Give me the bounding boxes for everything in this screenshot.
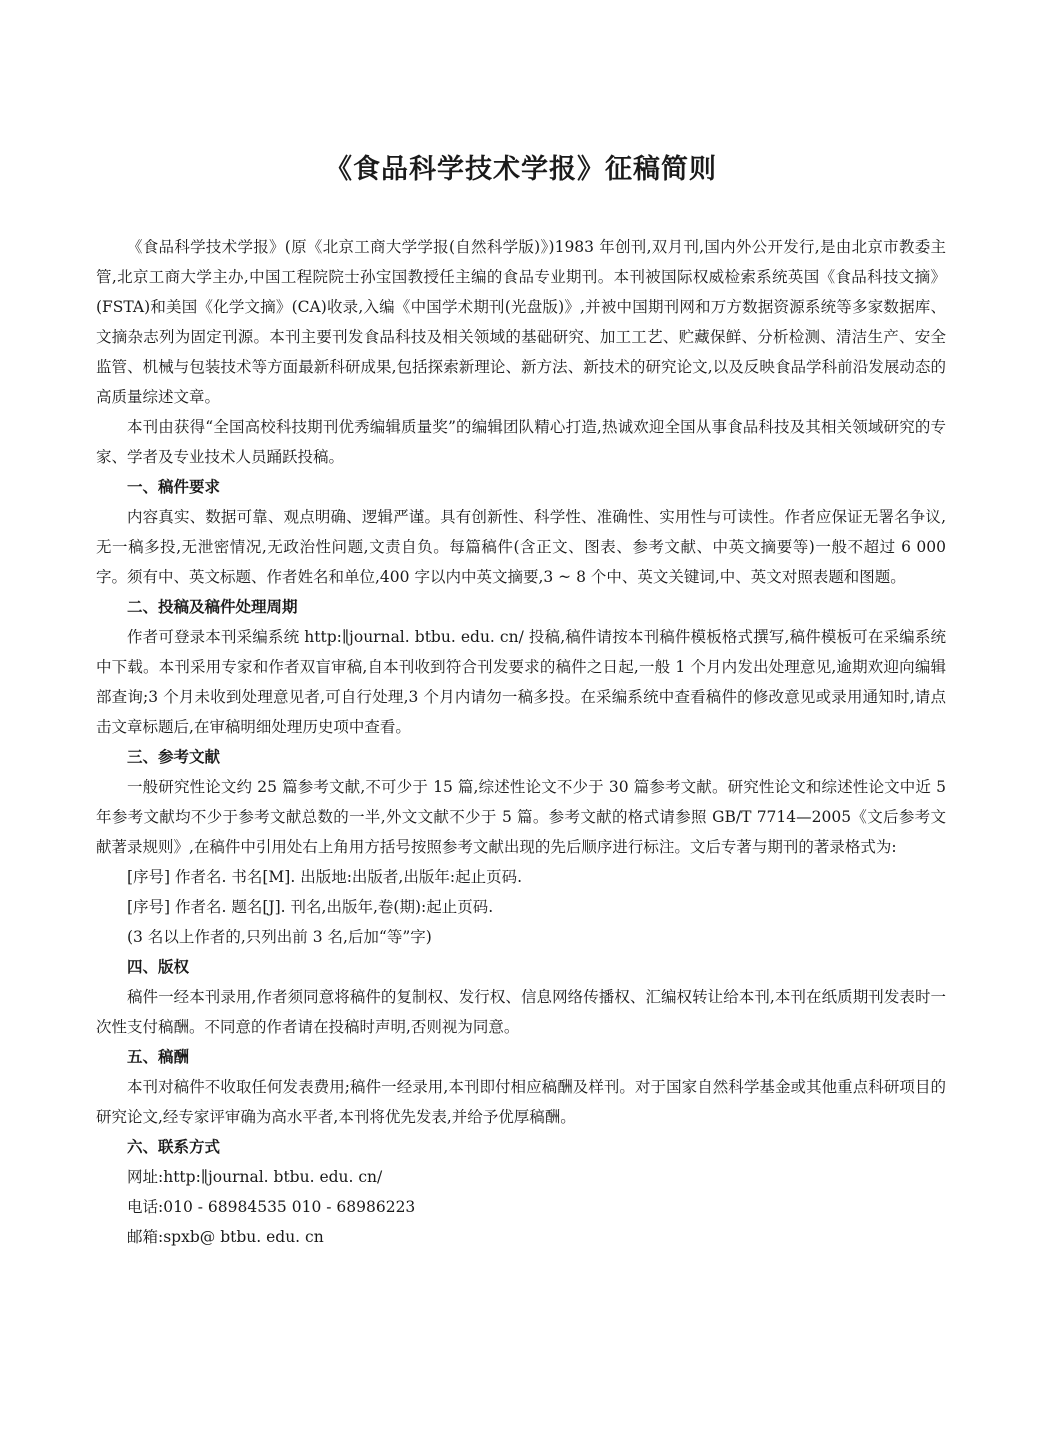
section-submission [96, 592, 946, 742]
contact-email: 邮箱:spxb@ btbu. edu. cn [127, 1228, 324, 1246]
reference-format-line: [序号] 作者名. 题名[J]. 刊名,出版年,卷(期):起止页码. [127, 898, 494, 916]
intro-paragraph: 本刊由获得“全国高校科技期刊优秀编辑质量奖”的编辑团队精心打造,热诚欢迎全国从事食品科技及其相关领域研究的专家、学者及专业技术人员踊跃投稿。 [96, 418, 946, 466]
section-references [96, 742, 946, 952]
section-remuneration [96, 1042, 946, 1132]
section-paragraph: 内容真实、数据可靠、观点明确、逻辑严谨。具有创新性、科学性、准确性、实用性与可读性。作者应保证无署名争议,无一稿多投,无泄密情况,无政治性问题,文责自负。每篇稿件(含正文、图表、参考文献、中英文摘要等)一般不超过 6 000 字。须有中、英文标题、作者姓名和单位,400 字以内中英文摘要,3 ~ 8 个中、英文关键词,中、英文对照表题和图题。 [96, 508, 946, 586]
reference-note-line: (3 名以上作者的,只列出前 3 名,后加“等”字) [127, 928, 432, 946]
section-paragraph: 稿件一经本刊录用,作者须同意将稿件的复制权、发行权、信息网络传播权、汇编权转让给本刊,本刊在纸质期刊发表时一次性支付稿酬。不同意的作者请在投稿时声明,否则视为同意。 [96, 988, 946, 1036]
intro-paragraph: 《食品科学技术学报》(原《北京工商大学学报(自然科学版)》)1983 年创刊,双月刊,国内外公开发行,是由北京市教委主管,北京工商大学主办,中国工程院院士孙宝国教授任主编的食品专业期刊。本刊被国际权威检索系统英国《食品科技文摘》(FSTA)和美国《化学文摘》(CA)收录,入编《中国学术期刊(光盘版)》,并被中国期刊网和万方数据资源系统等多家数据库、文摘杂志列为固定刊源。本刊主要刊发食品科技及相关领域的基础研究、加工工艺、贮藏保鲜、分析检测、清洁生产、安全监管、机械与包装技术等方面最新科研成果,包括探索新理论、新方法、新技术的研究论文,以及反映食品学科前沿发展动态的高质量综述文章。 [96, 238, 946, 406]
section-heading: 二、投稿及稿件处理周期 [127, 598, 298, 616]
section-requirements [96, 472, 946, 592]
section-heading: 四、版权 [127, 958, 190, 976]
section-heading: 三、参考文献 [127, 748, 221, 766]
document-title: 《食品科学技术学报》征稿简则 [325, 154, 717, 185]
contact-phone: 电话:010 - 68984535 010 - 68986223 [127, 1198, 416, 1216]
contact-website: 网址:http:∥journal. btbu. edu. cn/ [127, 1168, 383, 1186]
section-heading: 六、联系方式 [127, 1138, 221, 1156]
section-heading: 五、稿酬 [127, 1048, 190, 1066]
reference-format-line: [序号] 作者名. 书名[M]. 出版地:出版者,出版年:起止页码. [127, 868, 522, 886]
section-copyright [96, 952, 946, 1042]
section-heading: 一、稿件要求 [127, 478, 221, 496]
section-paragraph: 本刊对稿件不收取任何发表费用;稿件一经录用,本刊即付相应稿酬及样刊。对于国家自然科学基金或其他重点科研项目的研究论文,经专家评审确为高水平者,本刊将优先发表,并给予优厚稿酬。 [96, 1078, 946, 1126]
section-contact [96, 1132, 946, 1252]
section-paragraph: 作者可登录本刊采编系统 http:∥journal. btbu. edu. cn/ 投稿,稿件请按本刊稿件模板格式撰写,稿件模板可在采编系统中下载。本刊采用专家和作者双盲审稿,自本刊收到符合刊发要求的稿件之日起,一般 1 个月内发出处理意见,逾期欢迎向编辑部查询;3 个月未收到处理意见者,可自行处理,3 个月内请勿一稿多投。在采编系统中查看稿件的修改意见或录用通知时,请点击文章标题后,在审稿明细处理历史项中查看。 [96, 628, 946, 736]
section-paragraph: 一般研究性论文约 25 篇参考文献,不可少于 15 篇,综述性论文不少于 30 篇参考文献。研究性论文和综述性论文中近 5 年参考文献均不少于参考文献总数的一半,外文文献不少于 5 篇。参考文献的格式请参照 GB/T 7714—2005《文后参考文献著录规则》,在稿件中引用处右上角用方括号按照参考文献出现的先后顺序进行标注。文后专著与期刊的著录格式为: [96, 778, 946, 856]
document-page [96, 148, 946, 1252]
